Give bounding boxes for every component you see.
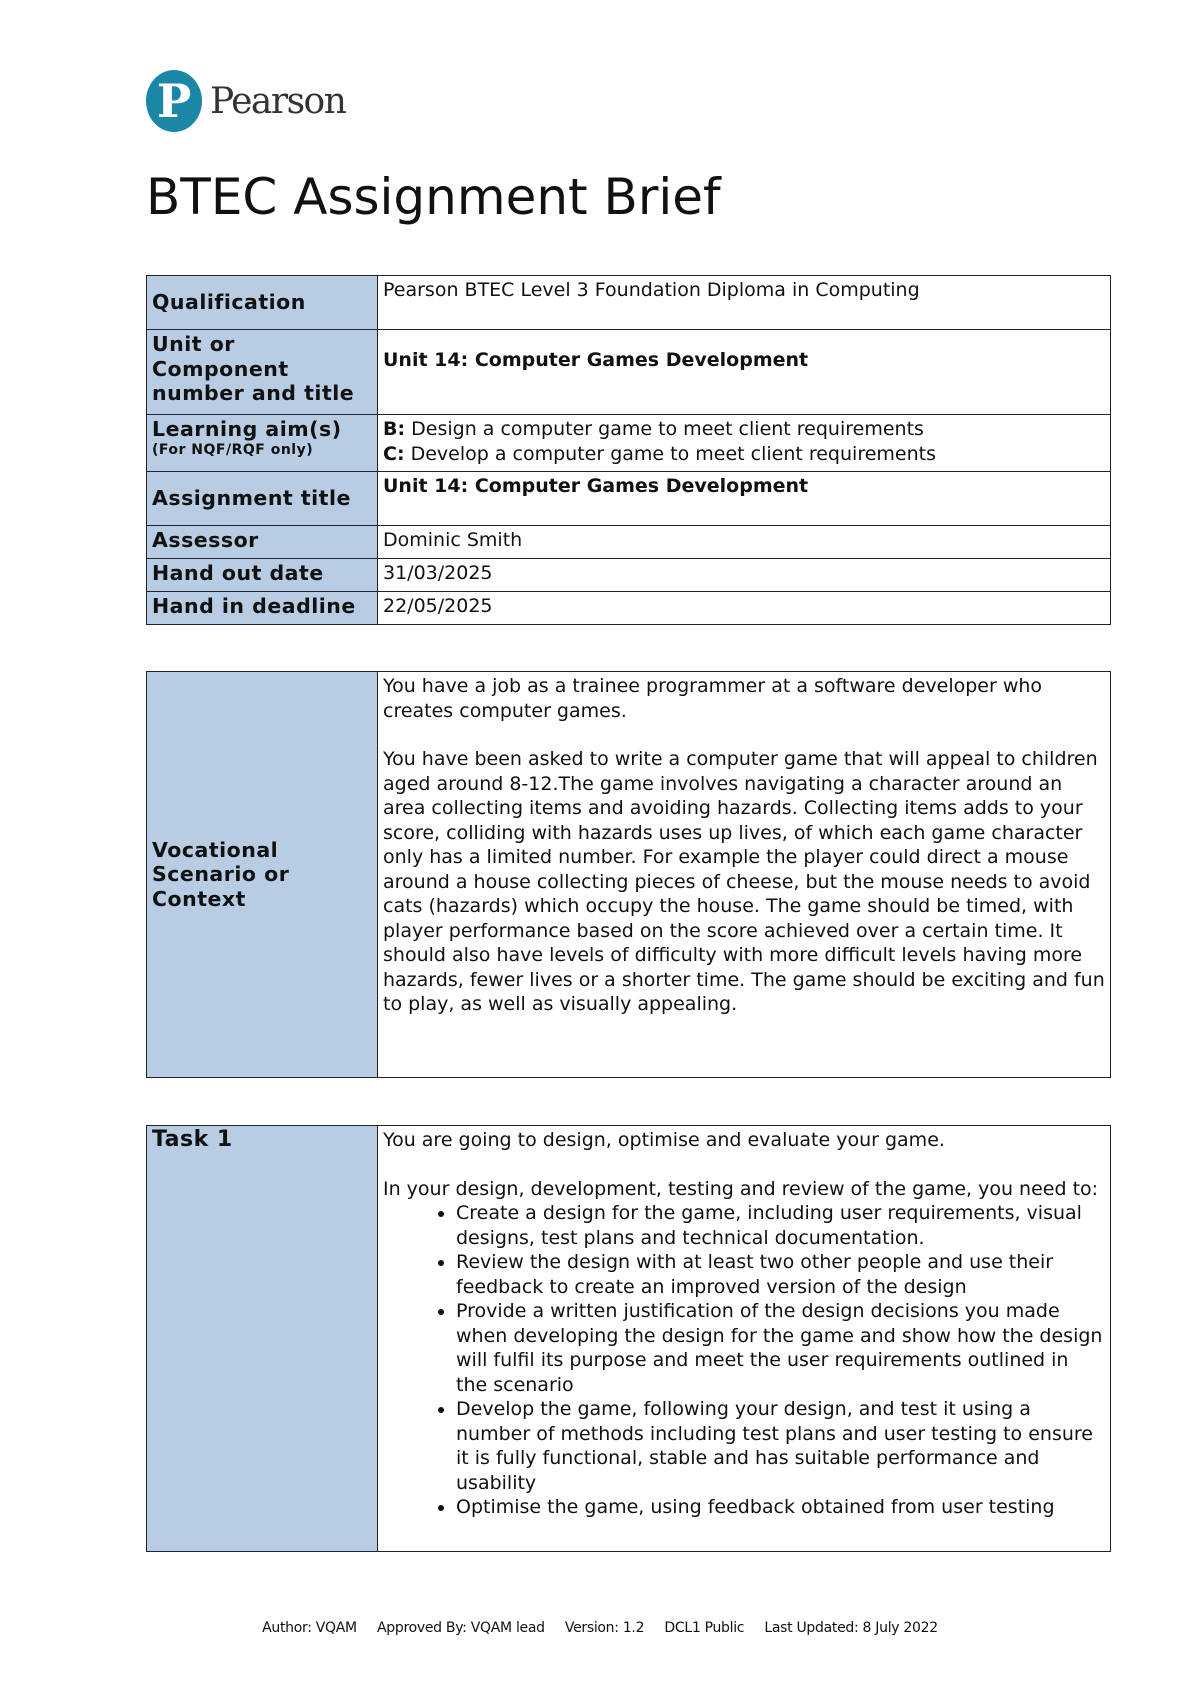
label-unit: Unit or Component number and title (147, 330, 378, 415)
value-unit: Unit 14: Computer Games Development (378, 330, 1111, 415)
info-table (146, 275, 1111, 625)
page-title: BTEC Assignment Brief (146, 168, 721, 226)
label-hand-out-date: Hand out date (147, 559, 378, 592)
task-bullet: • Review the design with at least two other people and use their feedback to create an improved version of the design (456, 1250, 1105, 1299)
pearson-logo (146, 70, 345, 132)
scenario-text (378, 672, 1111, 1078)
aim-c (383, 442, 1105, 467)
task-bullet: • Provide a written justification of the design decisions you made when developing the design for the game and show how the design will fulfil its purpose and meet the user requirements outlined in the scenario (456, 1299, 1105, 1397)
pearson-logo-text: Pearson (210, 80, 346, 122)
task-1-text (378, 1126, 1111, 1552)
learning-aims-label: Learning aim(s) (152, 417, 342, 441)
footer-author: Author: VQAM (262, 1620, 357, 1636)
aim-b-text: Design a computer game to meet client requirements (405, 418, 924, 440)
task-intro: You are going to design, optimise and evaluate your game. (383, 1129, 945, 1151)
row-assessor (147, 526, 1111, 559)
footer-classification: DCL1 Public (664, 1620, 745, 1636)
aim-b (383, 417, 1105, 442)
task-table (146, 1125, 1111, 1552)
row-unit (147, 330, 1111, 415)
row-hand-out-date (147, 559, 1111, 592)
row-scenario (147, 672, 1111, 1078)
footer-updated: Last Updated: 8 July 2022 (764, 1620, 938, 1636)
pearson-logo-mark: P (146, 70, 202, 132)
page-footer (0, 1620, 1200, 1636)
label-learning-aims (147, 415, 378, 472)
footer-approved: Approved By: VQAM lead (377, 1620, 545, 1636)
learning-aims-sublabel: (For NQF/RQF only) (152, 441, 314, 458)
value-hand-out-date: 31/03/2025 (378, 559, 1111, 592)
row-qualification (147, 276, 1111, 330)
aim-b-code: B: (383, 418, 406, 440)
aim-c-text: Develop a computer game to meet client requirements (404, 442, 936, 465)
label-hand-in-deadline: Hand in deadline (147, 592, 378, 625)
task-bullet: • Optimise the game, using feedback obtained from user testing (456, 1495, 1105, 1520)
value-hand-in-deadline: 22/05/2025 (378, 592, 1111, 625)
task-bullet-list (383, 1201, 1105, 1520)
scenario-paragraph: You have a job as a trainee programmer at a software developer who creates computer games. (383, 675, 1043, 722)
task-bullet: • Create a design for the game, including user requirements, visual designs, test plans and technical documentation. (456, 1201, 1105, 1250)
label-assignment-title: Assignment title (147, 472, 378, 526)
footer-version: Version: 1.2 (564, 1620, 645, 1636)
label-qualification: Qualification (147, 276, 378, 330)
scenario-paragraph: You have been asked to write a computer game that will appeal to children aged around 8-12.The game involves navigating a character around an area collecting items and avoiding hazards. Collecting items adds to your score, colliding with hazards uses up lives, of which each game character only has a limited number. For example the player could direct a mouse around a house collecting pieces of cheese, but the mouse needs to avoid cats (hazards) which occupy the house. The game should be timed, with player performance based on the score achieved over a certain time. It should also have levels of difficulty with more difficult levels having more hazards, fewer lives or a shorter time. The game should be exciting and fun to play, as well as visually appealing. (383, 748, 1105, 1015)
task-bullet: • Develop the game, following your design, and test it using a number of methods including test plans and user testing to ensure it is fully functional, stable and has suitable performance and usability (456, 1397, 1105, 1495)
label-assessor: Assessor (147, 526, 378, 559)
value-assessor: Dominic Smith (378, 526, 1111, 559)
value-learning-aims (378, 415, 1111, 472)
task-lead: In your design, development, testing and review of the game, you need to: (383, 1177, 1099, 1200)
row-task-1 (147, 1126, 1111, 1552)
row-learning-aims (147, 415, 1111, 472)
row-hand-in-deadline (147, 592, 1111, 625)
label-task-1: Task 1 (147, 1126, 378, 1552)
value-assignment-title: Unit 14: Computer Games Development (378, 472, 1111, 526)
value-qualification: Pearson BTEC Level 3 Foundation Diploma in Computing (378, 276, 1111, 330)
aim-c-code: C: (383, 442, 405, 465)
label-scenario: Vocational Scenario or Context (147, 672, 378, 1078)
row-assignment-title (147, 472, 1111, 526)
scenario-table (146, 671, 1111, 1078)
